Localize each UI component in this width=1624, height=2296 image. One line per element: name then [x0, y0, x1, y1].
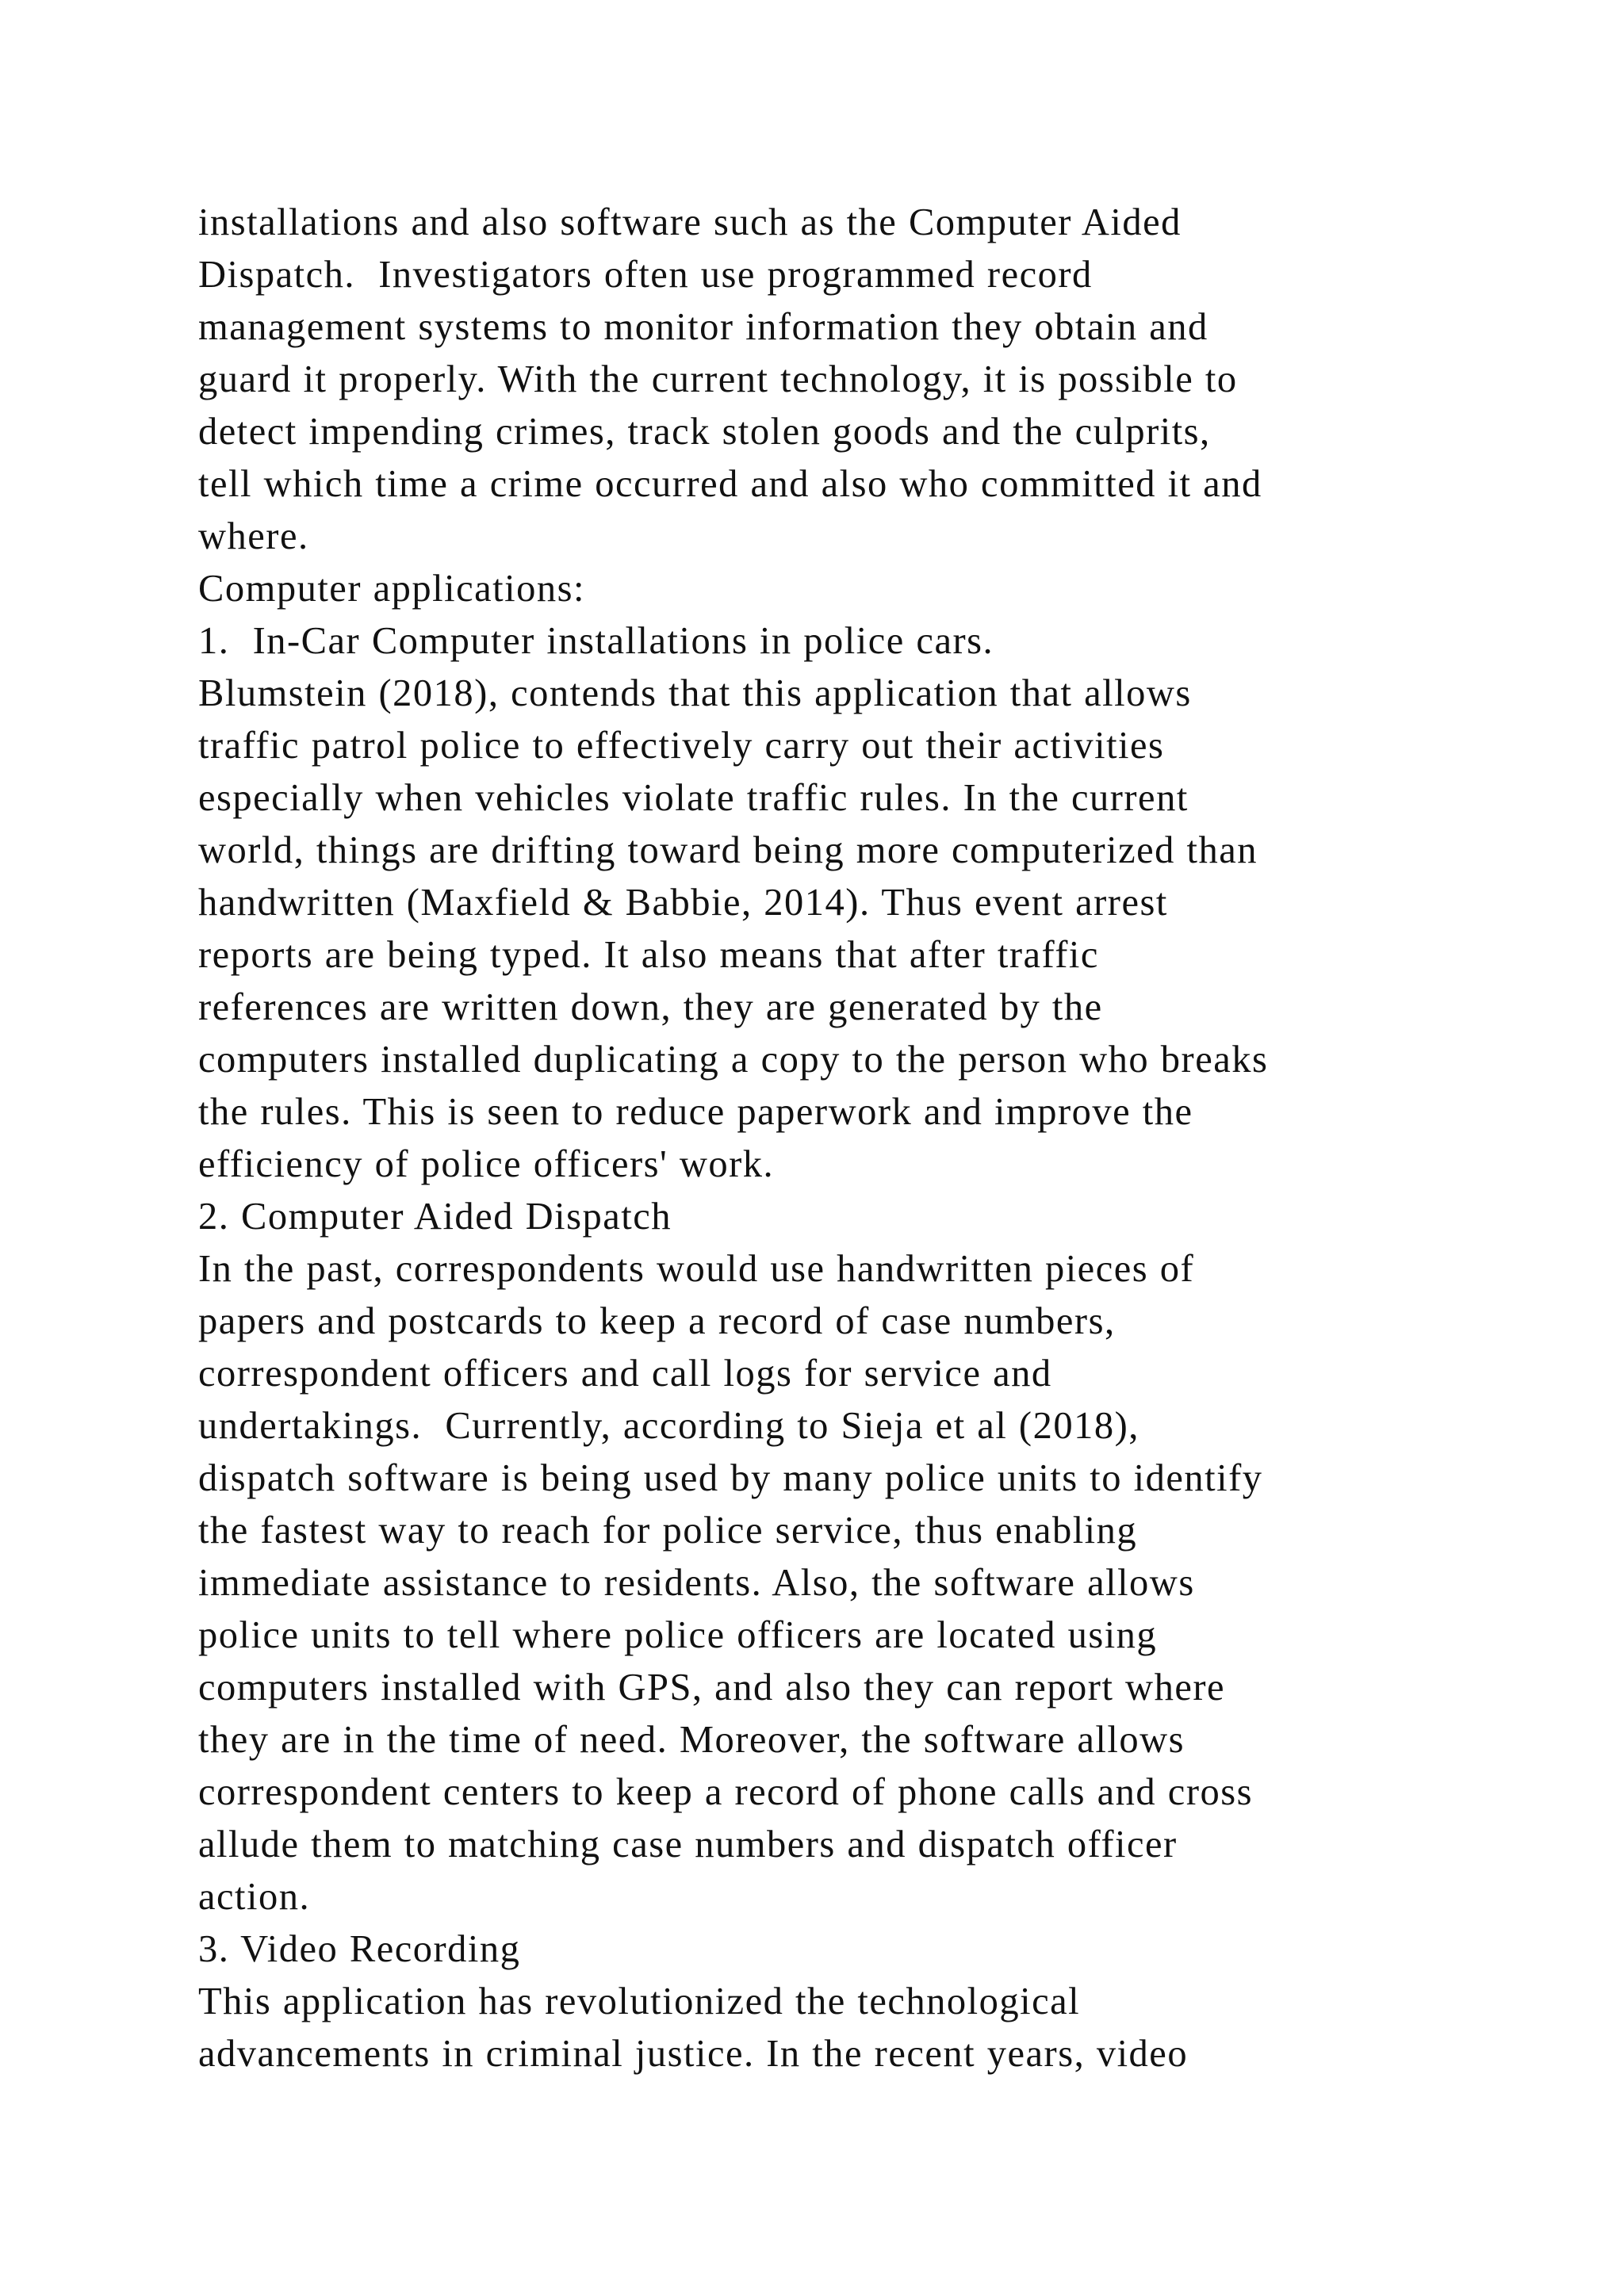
text-line: reports are being typed. It also means that after traffic: [198, 934, 1099, 976]
text-line: In the past, correspondents would use handwritten pieces of: [198, 1248, 1195, 1290]
text-line: Blumstein (2018), contends that this application that allows: [198, 672, 1192, 714]
section-heading: Computer applications:: [198, 568, 585, 610]
text-line: correspondent officers and call logs for service and: [198, 1353, 1052, 1395]
text-line: undertakings. Currently, according to Sieja et al (2018),: [198, 1405, 1139, 1447]
text-line: correspondent centers to keep a record of phone calls and cross: [198, 1771, 1253, 1813]
text-line: This application has revolutionized the technological: [198, 1980, 1081, 2022]
text-line: the rules. This is seen to reduce paperwork and improve the: [198, 1091, 1193, 1133]
text-line: police units to tell where police officers are located using: [198, 1614, 1158, 1656]
list-item-heading: 3. Video Recording: [198, 1928, 521, 1970]
text-line: allude them to matching case numbers and dispatch officer: [198, 1823, 1178, 1866]
text-line: management systems to monitor information they obtain and: [198, 306, 1208, 348]
text-line: guard it properly. With the current technology, it is possible to: [198, 358, 1238, 400]
text-line: especially when vehicles violate traffic rules. In the current: [198, 777, 1189, 819]
list-item-heading: 1. In-Car Computer installations in police cars.: [198, 620, 994, 662]
text-line: immediate assistance to residents. Also, the software allows: [198, 1562, 1195, 1604]
text-line: the fastest way to reach for police service, thus enabling: [198, 1510, 1138, 1552]
text-line: computers installed with GPS, and also they can report where: [198, 1667, 1226, 1709]
text-line: traffic patrol police to effectively carry out their activities: [198, 725, 1165, 767]
text-line: they are in the time of need. Moreover, the software allows: [198, 1719, 1185, 1761]
text-line: dispatch software is being used by many police units to identify: [198, 1457, 1263, 1499]
text-line: installations and also software such as the Computer Aided: [198, 201, 1182, 243]
document-body: [198, 197, 1515, 2080]
text-line: handwritten (Maxfield & Babbie, 2014). Thus event arrest: [198, 882, 1168, 924]
text-line: world, things are drifting toward being more computerized than: [198, 829, 1258, 871]
text-line: where.: [198, 515, 309, 557]
text-line: tell which time a crime occurred and also who committed it and: [198, 463, 1262, 505]
text-line: detect impending crimes, track stolen goods and the culprits,: [198, 411, 1211, 453]
list-item-heading: 2. Computer Aided Dispatch: [198, 1196, 672, 1238]
text-line: papers and postcards to keep a record of case numbers,: [198, 1300, 1116, 1342]
text-line: Dispatch. Investigators often use programmed record: [198, 254, 1093, 296]
text-line: computers installed duplicating a copy to the person who breaks: [198, 1039, 1269, 1081]
text-line: action.: [198, 1876, 311, 1918]
text-line: advancements in criminal justice. In the recent years, video: [198, 2033, 1189, 2075]
text-line: efficiency of police officers' work.: [198, 1143, 775, 1185]
text-line: references are written down, they are generated by the: [198, 986, 1103, 1028]
